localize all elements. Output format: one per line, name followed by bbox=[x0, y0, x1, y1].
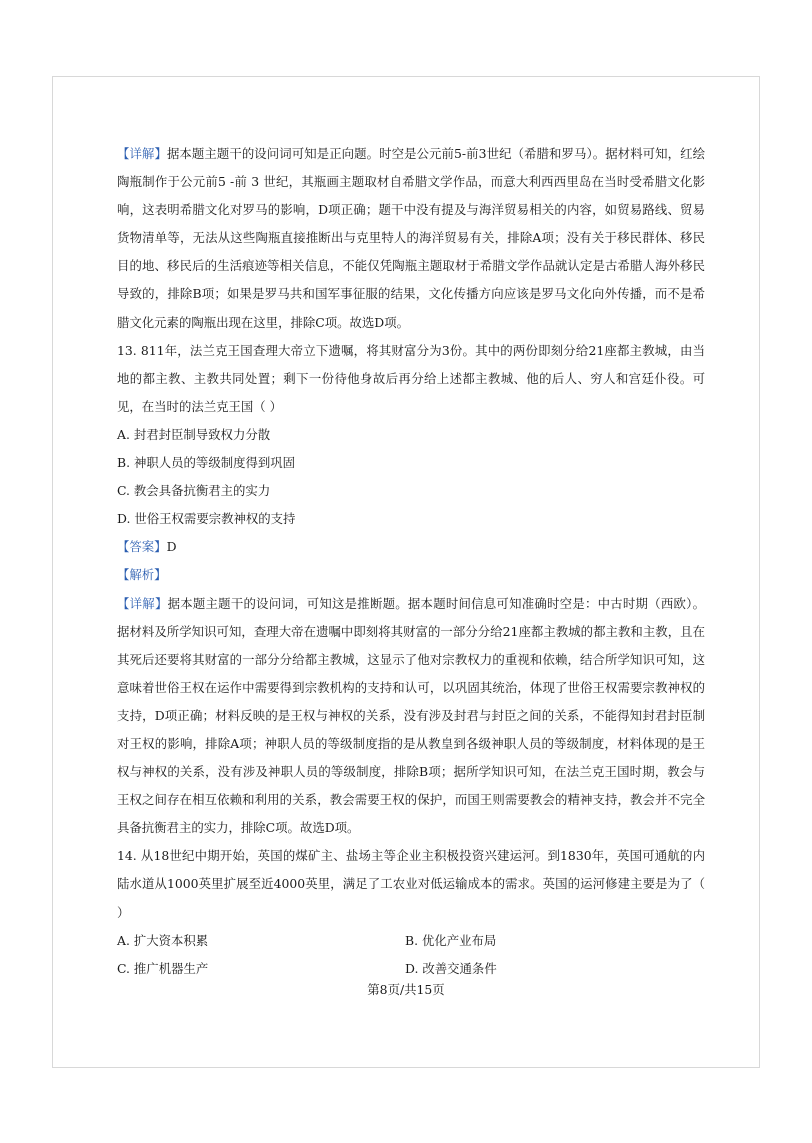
q13-detail-text: 据本题主题干的设问词，可知这是推断题。据本题时间信息可知准确时空是：中古时期（西欧）。据材料及所学知识可知，查理大帝在遗嘱中即刻将其财富的一部分分给21座都主教城的都主教和主教，且在其死后还要将其财富的一部分分给都主教城，这显示了他对宗教权力的重视和依赖，结合所学知识可知，这意味着世俗王权在运作中需要得到宗教机构的支持和认可，以巩固其统治，体现了世俗王权需要宗教神权的支持，D项正确；材料反映的是王权与神权的关系，没有涉及封君与封臣之间的关系，不能得知封君封臣制对王权的影响，排除A项；神职人员的等级制度指的是从教皇到各级神职人员的等级制度，材料体现的是王权与神权的关系，没有涉及神职人员的等级制度，排除B项；据所学知识可知，在法兰克王国时期，教会与王权之间存在相互依赖和利用的关系，教会需要王权的保护，而国王则需要教会的精神支持，教会并不完全具备抗衡君主的实力，排除C项。故选D项。 bbox=[117, 595, 705, 836]
q13-option-a: A. 封君封臣制导致权力分散 bbox=[117, 426, 271, 442]
q14-option-c: C. 推广机器生产 bbox=[117, 960, 209, 976]
q14-option-a: A. 扩大资本积累 bbox=[117, 932, 209, 948]
q13-detail-paragraph bbox=[117, 590, 705, 843]
q12-detail-paragraph bbox=[117, 140, 705, 337]
q13-analysis-heading bbox=[117, 561, 705, 589]
q13-stem: 13. 811年，法兰克王国查理大帝立下遗嘱，将其财富分为3份。其中的两份即刻分给21座都主教城，由当地的都主教、主教共同处置；剩下一份待他身故后再分给上述都主教城、他的后人、穷人和宫廷仆役。可见，在当时的法兰克王国（ ） bbox=[117, 342, 705, 414]
q13-option-b: B. 神职人员的等级制度得到巩固 bbox=[117, 455, 296, 471]
q14-option-d: D. 改善交通条件 bbox=[405, 960, 497, 976]
page-number: 第8页/共15页 bbox=[367, 982, 445, 997]
q14-option-b: B. 优化产业布局 bbox=[405, 932, 497, 948]
detail-tag: 【详解】 bbox=[117, 595, 168, 611]
q13-option-d: D. 世俗王权需要宗教神权的支持 bbox=[117, 511, 296, 527]
page-content bbox=[117, 140, 705, 983]
analysis-tag: 【解析】 bbox=[117, 567, 167, 583]
answer-tag: 【答案】 bbox=[117, 539, 167, 555]
q14-stem: 14. 从18世纪中期开始，英国的煤矿主、盐场主等企业主积极投资兴建运河。到1830年，英国可通航的内陆水道从1000英里扩展至近4000英里，满足了工农业对低运输成本的需求。英国的运河修建主要是为了（ ） bbox=[117, 848, 705, 920]
q14-options-row-2 bbox=[117, 955, 705, 983]
q13-option-c: C. 教会具备抗衡君主的实力 bbox=[117, 483, 271, 499]
detail-tag: 【详解】 bbox=[117, 146, 167, 161]
q13-answer bbox=[117, 533, 705, 561]
q14-options-row-1 bbox=[117, 927, 705, 955]
answer-value: D bbox=[166, 539, 177, 555]
q12-detail-text: 据本题主题干的设问词可知是正向题。时空是公元前5-前3世纪（希腊和罗马）。据材料可知，红绘陶瓶制作于公元前5 -前 3 世纪，其瓶画主题取材自希腊文学作品，而意大利西西里岛在当时受希腊文化影响，这表明希腊文化对罗马的影响，D项正确；题干中没有提及与海洋贸易相关的内容，如贸易路线、贸易货物清单等，无法从这些陶瓶直接推断出与克里特人的海洋贸易有关，排除A项；没有关于移民群体、移民目的地、移民后的生活痕迹等相关信息，不能仅凭陶瓶主题取材于希腊文学作品就认定是古希腊人海外移民导致的，排除B项；如果是罗马共和国军事征服的结果，文化传播方向应该是罗马文化向外传播，而不是希腊文化元素的陶瓶出现在这里，排除C项。故选D项。 bbox=[117, 146, 705, 330]
